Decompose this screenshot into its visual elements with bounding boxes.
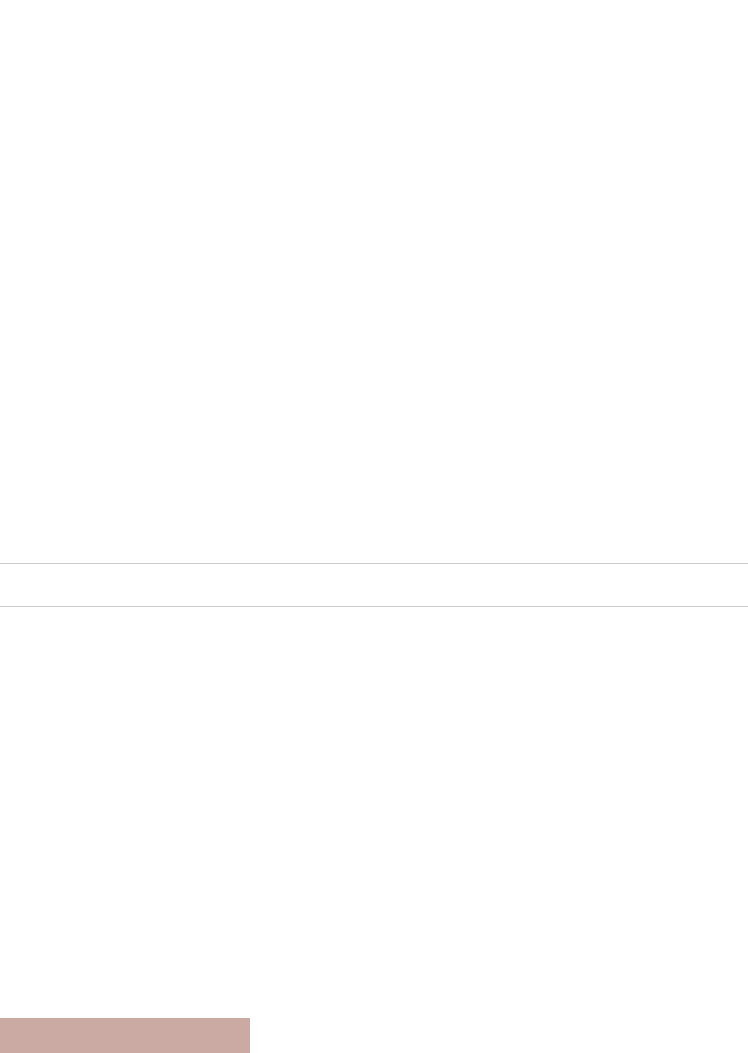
prize-table-left [0,613,370,711]
draw-result-bar [0,563,748,607]
watermark-band [0,1018,250,1053]
prize-table-right [378,613,748,711]
